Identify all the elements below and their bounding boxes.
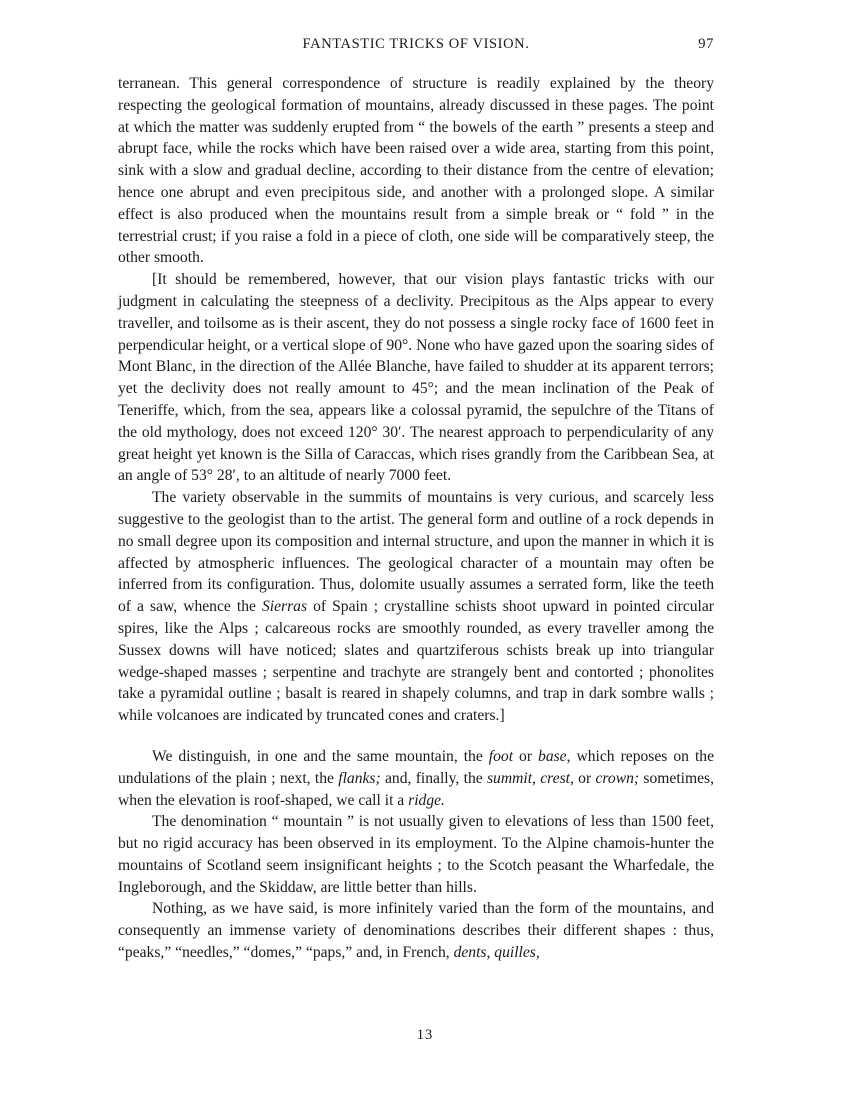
italic-text: base <box>538 747 567 765</box>
text-run: terranean. This general correspondence of structure is readily explained by the theory respecting the geological formation of mountains, already discussed in these pages. The point at which the matter was suddenly erupted from “ the bowels of the earth ” presents a steep and abrupt face, while the rocks which have been raised over a wide area, starting from this point, sink with a slow and gradual decline, according to their distance from the centre of elevation; hence one abrupt and even precipitous side, and another with a prolonged slope. A similar effect is also produced when the mountains result from a simple break or “ fold ” in the terrestrial crust; if you raise a fold in a piece of cloth, one side will be comparatively steep, the other smooth. <box>118 75 714 267</box>
italic-text: crown; <box>595 769 640 787</box>
book-page <box>118 36 714 964</box>
italic-text: flanks; <box>338 769 381 787</box>
text-run: of Spain ; crystalline schists shoot upward in pointed circular spires, like the Alps ; calcareous rocks are smoothly rounded, as every traveller among the Sussex downs will have noticed; slates and quartziferous schists break up into triangular wedge-shaped masses ; serpentine and trachyte are strangely bent and contorted ; phonolites take a pyramidal outline ; basalt is reared in shapely columns, and trap in dark sombre walls ; while volcanoes are indicated by truncated cones and craters.] <box>118 598 715 725</box>
italic-text: foot <box>488 747 514 765</box>
paragraph <box>118 811 714 898</box>
paragraph <box>118 73 714 269</box>
text-run: [It should be remembered, however, that our vision plays fantastic tricks with our judgment in calculating the steepness of a declivity. Precipitous as the Alps appear to every traveller, and toilsome as is their ascent, they do not possess a single rocky face of 1600 feet in perpendicular height, or a vertical slope of 90°. None who have gazed upon the soaring sides of Mont Blanc, in the direction of the Allée Blanche, have failed to shudder at its apparent terrors; yet the declivity does not really amount to 45°; and the mean inclination of the Peak of Teneriffe, which, from the sea, appears like a colossal pyramid, the sepulchre of the Titans of the old mythology, does not exceed 120° 30′. The nearest approach to perpendicularity of any great height yet known is the Silla of Caraccas, which rises grandly from the Caribbean Sea, at an angle of 53° 28′, to an altitude of nearly 7000 feet. <box>118 271 715 485</box>
text-run: The variety observable in the summits of mountains is very curious, and scarcely less suggestive to the geologist than to the artist. The general form and outline of a rock depends in no small degree upon its composition and internal structure, and upon the manner in which it is affected by atmospheric influences. The geological character of a mountain may often be inferred from its configuration. Thus, dolomite usually assumes a serrated form, like the teeth of a saw, whence the <box>118 489 714 616</box>
text-run: or <box>513 747 539 765</box>
text-run: Nothing, as we have said, is more infinitely varied than the form of the mountains, and consequently an immense variety of denominations describes their different shapes : thus, “peaks,” “needles,” “domes,” “paps,” and, in French, <box>118 900 714 962</box>
page-body-text <box>118 73 714 964</box>
italic-text: dents, quilles, <box>453 944 540 962</box>
paragraph <box>118 269 714 487</box>
text-run: sometimes, when the elevation is roof-shaped, we call it a <box>118 769 714 809</box>
page-number: 97 <box>698 36 714 52</box>
italic-text: summit, crest, <box>486 769 574 787</box>
paragraph <box>118 487 714 727</box>
text-run: , which reposes on the undulations of the plain ; next, the <box>118 747 714 787</box>
running-title: FANTASTIC TRICKS OF VISION. <box>302 36 530 52</box>
italic-text: ridge. <box>408 791 445 809</box>
signature-mark: 13 <box>416 1027 434 1043</box>
text-run: and, finally, the <box>380 769 487 787</box>
italic-text: Sierras <box>261 598 308 616</box>
paragraph <box>118 746 714 811</box>
paragraph <box>118 898 714 963</box>
text-run: or <box>573 769 596 787</box>
text-run: The denomination “ mountain ” is not usually given to elevations of less than 1500 feet, but no rigid accuracy has been observed in its employment. To the Alpine chamois-hunter the mountains of Scotland seem insignificant heights ; to the Scotch peasant the Wharfedale, the Ingleborough, and the Skiddaw, are little better than hills. <box>118 813 714 896</box>
running-header <box>118 36 714 58</box>
text-run: We distinguish, in one and the same mountain, the <box>152 747 489 765</box>
